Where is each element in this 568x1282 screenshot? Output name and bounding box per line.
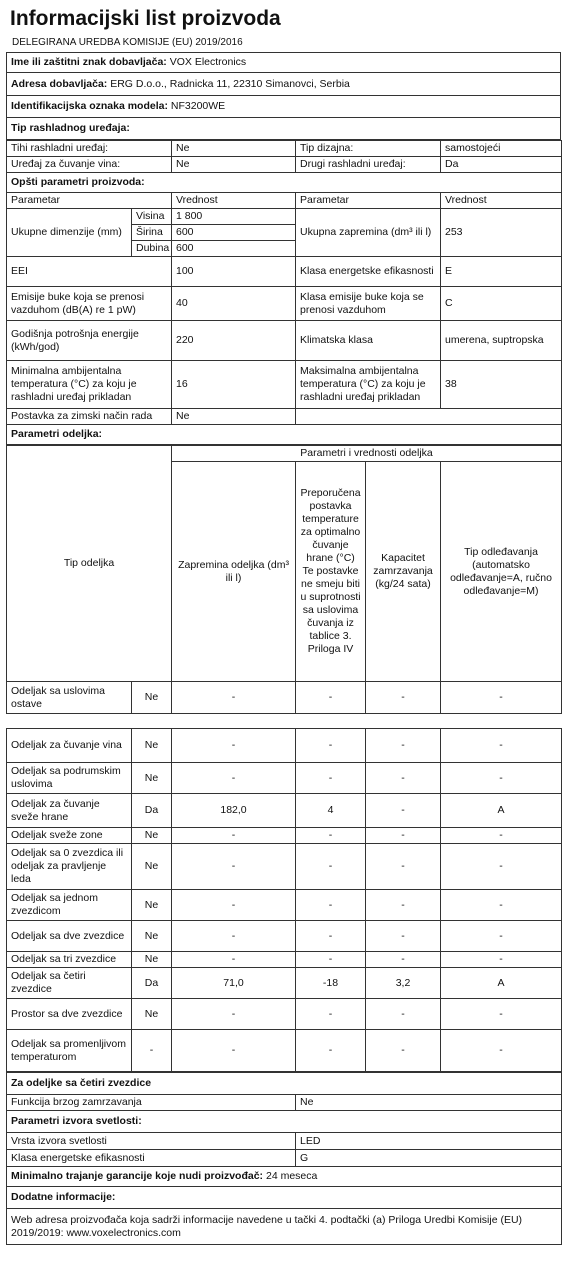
supplier-name-label: Ime ili zaštitni znak dobavljača: (11, 56, 167, 68)
compartment-defrost: - (441, 763, 562, 794)
supplier-name-value: VOX Electronics (169, 56, 247, 68)
light-type-row (7, 1133, 562, 1150)
noise-value: 40 (172, 287, 296, 321)
compartment-present: Da (132, 968, 172, 999)
compartment-present: Ne (132, 763, 172, 794)
warranty-label: Minimalno trajanje garancije koje nudi proizvođač: (11, 1170, 264, 1182)
compartment-temp: 4 (296, 794, 366, 828)
design-type-value: samostojeći (441, 141, 562, 157)
col-param-1: Parametar (7, 193, 172, 209)
annual-energy-value: 220 (172, 321, 296, 361)
compartment-temp: -18 (296, 968, 366, 999)
compartment-freeze: - (366, 844, 441, 890)
table-row (7, 890, 562, 921)
empty-cell (296, 409, 562, 425)
annual-energy-label: Godišnja potrošnja energije (kWh/god) (7, 321, 172, 361)
appliance-type-row (7, 141, 562, 157)
compartment-name: Odeljak sa uslovima ostave (7, 682, 132, 714)
compartment-temp: - (296, 890, 366, 921)
silent-value: Ne (172, 141, 296, 157)
compartment-temp: - (296, 682, 366, 714)
light-type-value: LED (296, 1133, 562, 1150)
compartment-defrost: - (441, 729, 562, 763)
total-volume-label: Ukupna zapremina (dm³ ili l) (296, 209, 441, 257)
compartment-volume: - (172, 729, 296, 763)
compartment-freeze: - (366, 952, 441, 968)
warranty-value: 24 meseca (265, 1170, 318, 1182)
supplier-name-row (7, 53, 561, 73)
compartment-defrost: - (441, 890, 562, 921)
compartment-freeze: - (366, 763, 441, 794)
general-heading: Opšti parametri proizvoda: (7, 173, 562, 193)
light-class-row (7, 1150, 562, 1167)
general-row (7, 257, 562, 287)
noise-class-label: Klasa emisije buke koja se prenosi vazduhom (296, 287, 441, 321)
compartment-name: Odeljak za čuvanje vina (7, 729, 132, 763)
compartment-volume: - (172, 921, 296, 952)
winter-mode-label: Postavka za zimski način rada (7, 409, 172, 425)
supplier-address-label: Adresa dobavljača: (11, 77, 108, 90)
general-row (7, 321, 562, 361)
supplier-table (6, 52, 561, 140)
fast-freeze-row (7, 1095, 562, 1111)
compartment-temp: - (296, 763, 366, 794)
model-row (7, 96, 561, 118)
total-volume-value: 253 (441, 209, 562, 257)
table-row (7, 794, 562, 828)
col-value-2: Vrednost (441, 193, 562, 209)
general-column-header (7, 193, 562, 209)
compartment-name: Odeljak sa dve zvezdice (7, 921, 132, 952)
compartment-present: Ne (132, 999, 172, 1030)
compartment-freeze: - (366, 921, 441, 952)
compartment-name: Odeljak sa 0 zvezdica ili odeljak za pravljenje leda (7, 844, 132, 890)
compartment-present: Ne (132, 890, 172, 921)
compartment-name: Odeljak sa četiri zvezdice (7, 968, 132, 999)
compartment-present: Ne (132, 921, 172, 952)
general-table (6, 140, 562, 445)
other-appliance-label: Drugi rashladni uređaj: (296, 157, 441, 173)
height-label: Visina (132, 209, 172, 225)
compartment-freeze: - (366, 1030, 441, 1072)
dimensions-row (7, 209, 562, 225)
compartment-freeze: 3,2 (366, 968, 441, 999)
compartment-freeze: - (366, 890, 441, 921)
model-value: NF3200WE (170, 100, 226, 112)
compartment-freeze: - (366, 729, 441, 763)
eei-value: 100 (172, 257, 296, 287)
compartment-defrost: A (441, 968, 562, 999)
light-type-label: Vrsta izvora svetlosti (7, 1133, 296, 1150)
width-label: Širina (132, 225, 172, 241)
compartment-defrost: A (441, 794, 562, 828)
general-row (7, 361, 562, 409)
noise-class-value: C (441, 287, 562, 321)
compartment-temp: - (296, 999, 366, 1030)
footer-table (6, 1072, 562, 1245)
compartment-defrost: - (441, 921, 562, 952)
four-star-heading-row (7, 1073, 562, 1095)
page-title: Informacijski list proizvoda (10, 7, 281, 30)
compartment-defrost: - (441, 999, 562, 1030)
compartments-group-header-row (7, 446, 562, 462)
compartment-name: Odeljak sveže zone (7, 828, 132, 844)
compartment-defrost: - (441, 952, 562, 968)
min-temp-value: 16 (172, 361, 296, 409)
dimensions-label: Ukupne dimenzije (mm) (7, 209, 132, 257)
compartment-temp: - (296, 729, 366, 763)
appliance-type-heading-row (7, 118, 561, 140)
compartment-name: Prostor sa dve zvezdice (7, 999, 132, 1030)
additional-text-row (7, 1209, 562, 1245)
compartment-freeze: - (366, 828, 441, 844)
fast-freeze-label: Funkcija brzog zamrzavanja (7, 1095, 296, 1111)
compartment-temp: - (296, 952, 366, 968)
compartment-freeze: - (366, 682, 441, 714)
table-row (7, 763, 562, 794)
compartment-present: Ne (132, 844, 172, 890)
max-temp-value: 38 (441, 361, 562, 409)
compartment-volume: - (172, 844, 296, 890)
light-class-label: Klasa energetske efikasnosti (7, 1150, 296, 1167)
col-volume-header: Zapremina odeljka (dm³ ili l) (172, 462, 296, 682)
compartments-table (6, 445, 562, 714)
min-temp-label: Minimalna ambijentalna temperatura (°C) za koju je rashladni uređaj prikladan (7, 361, 172, 409)
light-heading: Parametri izvora svetlosti: (7, 1111, 562, 1133)
compartment-defrost: - (441, 828, 562, 844)
product-info-sheet (6, 6, 561, 1245)
table-row (7, 682, 562, 714)
general-row (7, 287, 562, 321)
compartment-volume: 71,0 (172, 968, 296, 999)
compartment-present: Ne (132, 729, 172, 763)
compartment-name: Odeljak sa podrumskim uslovima (7, 763, 132, 794)
compartment-type-header: Tip odeljka (7, 446, 172, 682)
compartment-volume: - (172, 952, 296, 968)
general-heading-row (7, 173, 562, 193)
compartment-volume: - (172, 999, 296, 1030)
winter-mode-row (7, 409, 562, 425)
additional-heading: Dodatne informacije: (7, 1187, 562, 1209)
compartment-freeze: - (366, 794, 441, 828)
climate-class-label: Klimatska klasa (296, 321, 441, 361)
energy-class-label: Klasa energetske efikasnosti (296, 257, 441, 287)
compartment-name: Odeljak za čuvanje sveže hrane (7, 794, 132, 828)
supplier-address-row (7, 73, 561, 96)
model-label: Identifikacijska oznaka modela: (11, 100, 168, 112)
table-row (7, 844, 562, 890)
compartment-freeze: - (366, 999, 441, 1030)
page-break-gap (6, 714, 561, 728)
compartment-present: Ne (132, 828, 172, 844)
table-row (7, 729, 562, 763)
fast-freeze-value: Ne (296, 1095, 562, 1111)
page-subtitle: DELEGIRANA UREDBA KOMISIJE (EU) 2019/2016 (12, 37, 243, 48)
additional-heading-row (7, 1187, 562, 1209)
other-appliance-value: Da (441, 157, 562, 173)
compartment-volume: 182,0 (172, 794, 296, 828)
appliance-type-heading: Tip rashladnog uređaja: (7, 118, 561, 140)
col-freeze-header: Kapacitet zamrzavanja (kg/24 sata) (366, 462, 441, 682)
compartment-temp: - (296, 1030, 366, 1072)
energy-class-value: E (441, 257, 562, 287)
compartment-volume: - (172, 1030, 296, 1072)
compartment-temp: - (296, 844, 366, 890)
winter-mode-value: Ne (172, 409, 296, 425)
compartment-volume: - (172, 828, 296, 844)
col-defrost-header: Tip odleđavanja (automatsko odleđavanje=A, ručno odleđavanje=M) (441, 462, 562, 682)
table-row (7, 828, 562, 844)
silent-label: Tihi rashladni uređaj: (7, 141, 172, 157)
design-type-label: Tip dizajna: (296, 141, 441, 157)
compartment-rows (7, 729, 562, 1072)
four-star-heading: Za odeljke sa četiri zvezdice (7, 1073, 562, 1095)
compartment-present: Da (132, 794, 172, 828)
wine-storage-value: Ne (172, 157, 296, 173)
appliance-type-row (7, 157, 562, 173)
compartment-name: Odeljak sa tri zvezdice (7, 952, 132, 968)
compartment-temp: - (296, 921, 366, 952)
table-row (7, 968, 562, 999)
light-class-value: G (296, 1150, 562, 1167)
eei-label: EEI (7, 257, 172, 287)
light-heading-row (7, 1111, 562, 1133)
col-param-2: Parametar (296, 193, 441, 209)
compartment-volume: - (172, 890, 296, 921)
compartment-present: Ne (132, 952, 172, 968)
compartment-defrost: - (441, 682, 562, 714)
compartment-defrost: - (441, 844, 562, 890)
wine-storage-label: Uređaj za čuvanje vina: (7, 157, 172, 173)
additional-text: Web adresa proizvođača koja sadrži informacije navedene u tački 4. podtački (a) Priloga Uredbi Komisije (EU) 2019/2019: www.voxelectronics.com (7, 1209, 562, 1245)
col-value-1: Vrednost (172, 193, 296, 209)
height-value: 1 800 (172, 209, 296, 225)
compartment-present: Ne (132, 682, 172, 714)
compartment-volume: - (172, 682, 296, 714)
climate-class-value: umerena, suptropska (441, 321, 562, 361)
table-row (7, 999, 562, 1030)
compartment-name: Odeljak sa promenljivom temperaturom (7, 1030, 132, 1072)
table-row (7, 921, 562, 952)
compartments-heading: Parametri odeljka: (7, 425, 562, 445)
compartment-temp: - (296, 828, 366, 844)
compartment-defrost: - (441, 1030, 562, 1072)
compartment-volume: - (172, 763, 296, 794)
compartment-name: Odeljak sa jednom zvezdicom (7, 890, 132, 921)
width-value: 600 (172, 225, 296, 241)
depth-value: 600 (172, 241, 296, 257)
warranty-row (7, 1167, 562, 1187)
compartment-present: - (132, 1030, 172, 1072)
col-temp-header: Preporučena postavka temperature za optimalno čuvanje hrane (°C) Te postavke ne smeju biti u suprotnosti sa uslovima čuvanja iz tablice 3. Priloga IV (296, 462, 366, 682)
compartments-group-header: Parametri i vrednosti odeljka (172, 446, 562, 462)
max-temp-label: Maksimalna ambijentalna temperatura (°C) za koju je rashladni uređaj prikladan (296, 361, 441, 409)
table-row (7, 1030, 562, 1072)
depth-label: Dubina (132, 241, 172, 257)
table-row (7, 952, 562, 968)
noise-label: Emisije buke koja se prenosi vazduhom (dB(A) re 1 pW) (7, 287, 172, 321)
compartments-heading-row (7, 425, 562, 445)
compartments-table-continued (6, 728, 562, 1072)
supplier-address-value: ERG D.o.o., Radnicka 11, 22310 Simanovci, Serbia (110, 77, 350, 90)
